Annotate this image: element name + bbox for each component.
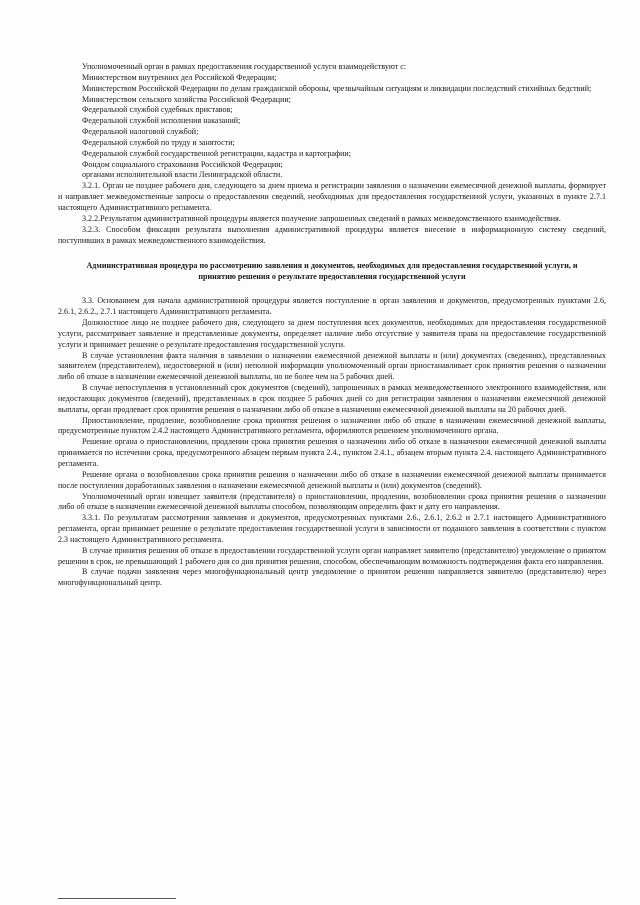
paragraph-3-3-1: 3.3.1. По результатам рассмотрения заявления и документов, предусмотренных пунктами 2.6., 2.6.1, 2.6.2 и 2.7.1 настоящего Административного регламента, орган принимает решение о результате предоставления государственной услуги в зависимости от поданного заявления в соответствии с пунктом 2.3 настоящего Административного регламента. <box>58 513 606 544</box>
paragraph-3-2-2: 3.2.2.Результатом административной процедуры является получение запрошенных сведений в рамках межведомственного взаимодействия. <box>82 213 561 223</box>
agency-item: Федеральной службой по труду и занятости; <box>82 137 235 147</box>
paragraph-mfc: В случае подачи заявления через многофункциональный центр уведомление о принятом решении направляется заявителю (представителю) через многофункциональный центр. <box>58 567 606 588</box>
agency-item: Фондом социального страхования Российской Федерации; <box>82 159 283 169</box>
paragraph-inconsistency: В случае установления факта наличия в заявлении о назначении ежемесячной денежной выплаты и (или) документах (сведениях), представленных заявителем (представителем), недостоверной и (или) неполной информации уполномоченный орган приостанавливает срок принятия решения о назначении либо об отказе в назначении ежемесячной денежной выплаты, но не более чем на 5 рабочих дней. <box>58 350 606 382</box>
section-heading: Административная процедура по рассмотрению заявления и документов, необходимых для предоставления государственной услуги, и принятию решения о результате предоставления государственной услуги <box>86 261 578 282</box>
spacer <box>58 246 606 256</box>
agency-item: Федеральной службой государственной регистрации, кадастра и картографии; <box>82 148 351 158</box>
paragraph-3-3: 3.3. Основанием для начала административной процедуры является поступление в орган заявления и документов, предусмотренных пунктами 2.6, 2.6.1, 2.6.2., 2.7.1 настоящего Административного регламента. <box>58 296 606 317</box>
paragraph-official: Должностное лицо не позднее рабочего дня, следующего за днем поступления всех документов, необходимых для предоставления государственной услуги, рассматривает заявление и представленные документы, определяет наличие либо отсутствие у заявителя права на предоставление государственной услуги и принимает решение о результате предоставления государственной услуги. <box>58 318 606 349</box>
paragraph-3-2-1: 3.2.1. Орган не позднее рабочего дня, следующего за днем приема и регистрации заявления о назначении ежемесячной денежной выплаты, формирует и направляет межведомственные запросы о предоставлении сведений, необходимых для предоставления государственной услуги, указанных в пункте 2.7.1 настоящего Административного регламента. <box>58 181 606 212</box>
intro-line: Уполномоченный орган в рамках предоставления государственной услуги взаимодействуют с: <box>82 62 407 71</box>
footnote-divider <box>58 898 176 899</box>
paragraph-decision-notice: В случае принятия решения об отказе в предоставлении государственной услуги орган направляет заявителю (представителю) уведомление о принятом решении в срок, не превышающий 1 рабочего дня со дня принятия решения, способом, обеспечивающим возможность подтверждения факта его направления. <box>58 545 606 566</box>
paragraph-notify: Уполномоченный орган извещает заявителя (представителя) о приостановлении, продлении, возобновлении срока принятия решения о назначении либо об отказе в назначении ежемесячной денежной выплаты способом, позволяющим определить факт и дату его направления. <box>58 491 606 512</box>
agency-item: органами исполнительной власти Ленинградской области. <box>82 170 283 180</box>
paragraph-decision-suspend: Решение органа о приостановлении, продлении срока принятия решения о назначении либо об отказе в назначении ежемесячной денежной выплаты принимается по истечении срока, предусмотренного абзацем первым пункта 2.4., пунктом 2.4.1., абзацем вторым пункта 2.4. настоящего Административного регламента. <box>58 437 606 468</box>
paragraph-3-2-3: 3.2.3. Способом фиксации результата выполнения административной процедуры является внесение в информационную систему сведений, поступивших в рамках межведомственного взаимодействия. <box>58 224 606 245</box>
paragraph-decision-resume: Решение органа о возобновлении срока принятия решения о назначении либо об отказе в назначении ежемесячной денежной выплаты принимается после поступления доработанных заявления о назначении ежемесячной денежной выплаты и (или) документов (сведений). <box>58 469 606 490</box>
agency-item: Федеральной налоговой службой; <box>82 127 199 137</box>
agency-item: Министерством сельского хозяйства Российской Федерации; <box>82 94 291 104</box>
agency-item: Министерством Российской Федерации по делам гражданской обороны, чрезвычайным ситуациям и ликвидации последствий стихийных бедствий; <box>82 83 592 93</box>
agency-item: Федеральной службой судебных приставов; <box>82 105 233 115</box>
paragraph-nonreceipt: В случае непоступления в установленный срок документов (сведений), запрошенных в рамках межведомственного электронного взаимодействия, или недостающих документов (сведений), представленных в срок позднее 5 рабочих дней со дня регистрации заявления о назначении ежемесячной денежной выплаты, орган продлевает срок принятия решения о назначении либо об отказе в назначении ежемесячной денежной выплаты на 20 рабочих дней. <box>58 383 606 414</box>
agency-item: Федеральной службой исполнения наказаний; <box>82 116 241 126</box>
agency-item: Министерством внутренних дел Российской Федерации; <box>82 72 277 82</box>
paragraph-suspension: Приостановление, продление, возобновление срока принятия решения о назначении либо об отказе в назначении ежемесячной денежной выплаты, предусмотренные пунктом 2.4.2 настоящего Административного регламента, оформляются решением уполномоченного органа. <box>58 415 606 436</box>
